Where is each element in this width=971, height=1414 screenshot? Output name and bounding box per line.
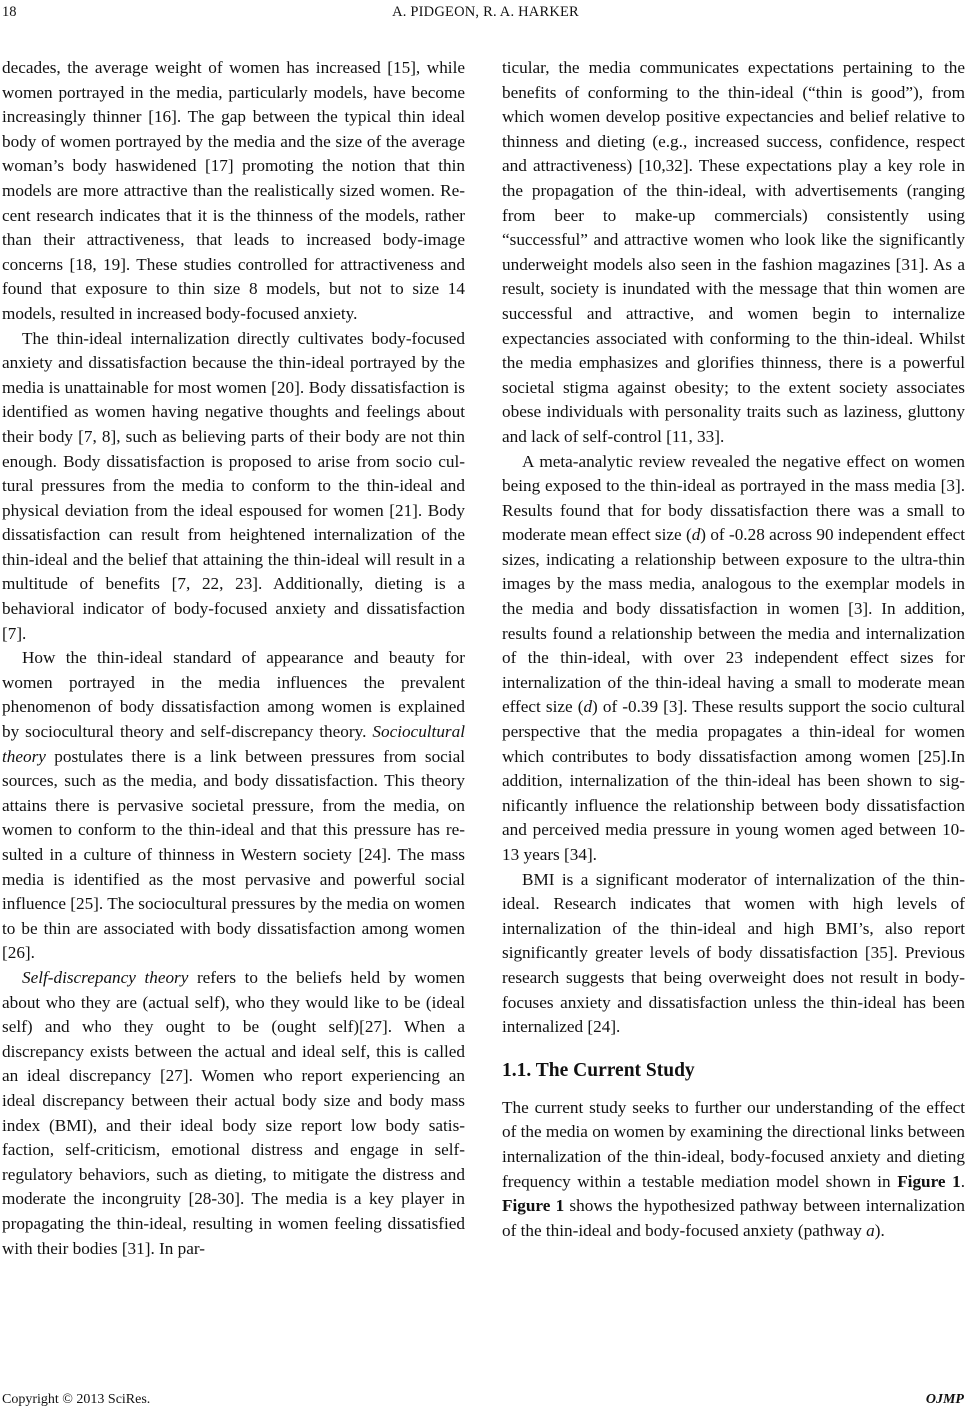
paragraph <box>502 450 965 868</box>
page-footer <box>0 1392 971 1414</box>
paragraph <box>2 646 465 966</box>
right-column <box>502 56 965 1243</box>
paragraph <box>502 1096 965 1244</box>
text-run: ) of -0.28 across 90 independent effect sizes, indicating a relationship between exposure to the ultra-thin images by the mass media, analogous to the exemplar models in the media and body dissatisfaction in women [3]. In addition, results found a relationship between the media and internalization of the thin-ideal, with over 23 independent effect sizes for internalization of the thin-ideal having a small to moderate mean effect size ( <box>502 525 966 717</box>
page-number: 18 <box>2 4 17 20</box>
paragraph: BMI is a significant moderator of internalization of the thin-ideal. Research indicates that women with high levels of internalization of the thin-ideal and high BMI’s, also report significantly greater levels of body dissatisfaction [35]. Previous research suggests that being overweight does not result in body-focuses anxiety and dissatisfaction unless the thin-ideal has been internalized [24]. <box>502 869 965 1037</box>
italic-symbol: d <box>583 697 593 717</box>
section-heading: 1.1. The Current Study <box>502 1059 695 1081</box>
paragraph <box>2 966 465 1261</box>
text-run: A meta-analytic review revealed the negative effect on women being exposed to the thin-ideal as portrayed in the mass media [3]. Results found that for body dissatisfaction there was a small to moderate mean effect size ( <box>502 451 965 545</box>
italic-term: Self-discrepancy theory <box>22 967 189 987</box>
text-run: refers to the beliefs held by women about who they are (actual self), who they would like to be (ideal self) and who they ought to be (ought self)[27]. When a discrepancy exists between the actual and ideal self, this is called an ideal discrepancy [27]. Women who report experiencing an ideal discrepancy between their actual body size and body mass index (BMI), and their ideal body size report low body satisfaction, self-criticism, emotional distress and engage in self-regulatory behaviors, such as dieting, to mitigate the distress and moderate the incongruity [28-30]. The media is a key player in propagating the thin-ideal, resulting in women feeling dissatisfied with their bodies [31]. In par- <box>2 967 465 1258</box>
italic-symbol: d <box>691 525 701 545</box>
text-run: ). <box>874 1220 885 1240</box>
journal-abbreviation: OJMP <box>925 1392 964 1407</box>
figure-reference: Figure 1 <box>897 1171 961 1191</box>
copyright-notice: Copyright © 2013 SciRes. <box>2 1392 151 1407</box>
figure-reference: Figure 1 <box>502 1196 565 1216</box>
paragraph: decades, the average weight of women has increased [15], while women portrayed in the media, particularly models, have become increasingly thinner [16]. The gap between the typical thin ideal body of women portrayed by the media and the size of the average woman’s body haswidened [17] promoting the notion that thin models are more attractive than the realistically sized women. Recent research indicates that it is the thinness of the models, rather than their attractiveness, that leads to increased body-image concerns [18, 19]. These studies controlled for attractiveness and found that exposure to thin size 8 models, but not to size 14 models, resulted in increased body-focused anxiety. <box>2 58 465 323</box>
text-run: How the thin-ideal standard of appearance and beauty for women portrayed in the media influences the prevalent phenomenon of body dissatisfaction among women is explained by sociocultural theory and self-discrepancy theory. <box>2 648 465 742</box>
text-run: ) of -0.39 [3]. These results support the socio cultural perspective that the media propagates a thin-ideal for women which contributes to body dissatisfaction among women [25].In addition, internalization of the thin-ideal has been shown to significantly influence the relationship between body dissatisfaction and perceived media pressure in young women aged between 10-13 years [34]. <box>502 697 965 864</box>
text-run: postulates there is a link between pressures from social sources, such as the media, and body dissatisfaction. This theory attains there is pervasive societal pressure, from the media, on women to conform to the thin-ideal and that this pressure has resulted in a culture of thinness in Western society [24]. The mass media is identified as the most pervasive and powerful social influence [25]. The sociocultural pressures by the media on women to be thin are associated with body dissatisfaction among women [26]. <box>2 746 465 963</box>
running-head-authors: A. PIDGEON, R. A. HARKER <box>392 4 579 20</box>
page-header <box>0 0 971 24</box>
text-run: The current study seeks to further our understanding of the effect of the media on women by examining the directional links between internalization of the thin-ideal, body-focused anxiety and dieting frequency within a testable mediation model shown in <box>502 1097 965 1191</box>
text-run: shows the hypothesized pathway between internalization of the thin-ideal and body-focused anxiety (pathway <box>502 1196 965 1240</box>
italic-symbol: a <box>866 1220 875 1240</box>
paragraph: The thin-ideal internalization directly cultivates body-focused anxiety and dissatisfaction because the thin-ideal portrayed by the media is unattainable for most women [20]. Body dissatisfaction is identified as women having negative thoughts and feelings about their body [7, 8], such as believing parts of their body are not thin enough. Body dissatisfaction is proposed to arise from socio cultural pressures from the media to conform to the thin-ideal and physical deviation from the ideal espoused for women [21]. Body dissatisfaction can result from heightened internalization of the thin-ideal and the belief that attaining the thin-ideal will result in a multitude of benefits [7, 22, 23]. Additionally, dieting is a behavioral indicator of body-focused anxiety and dissatisfaction [7]. <box>2 328 465 643</box>
italic-term: Sociocultural theory <box>2 722 465 766</box>
paragraph: ticular, the media communicates expectations pertaining to the benefits of conforming to the thin-ideal (“thin is good”), from which women develop positive expectancies and belief relative to thinness and dieting (e.g., increased success, confidence, respect and attractiveness) [10,32]. These expectations play a key role in the propagation of the thin-ideal, with advertisements (ranging from beer to make-up commercials) consistently using “successful” and attractive women who look like the significantly underweight models also seen in the fashion magazines [31]. As a result, society is inundated with the message that thin women are successful and attractive, and women begin to internalize expectancies associated with conforming to the thin-ideal. Whilst the media emphasizes and glorifies thinness, there is a powerful societal stigma against obesity; to the extent society associates obese individuals with personality traits such as laziness, gluttony and lack of self-control [11, 33]. <box>502 58 965 446</box>
text-run: . <box>960 1171 966 1191</box>
left-column <box>2 56 465 1261</box>
